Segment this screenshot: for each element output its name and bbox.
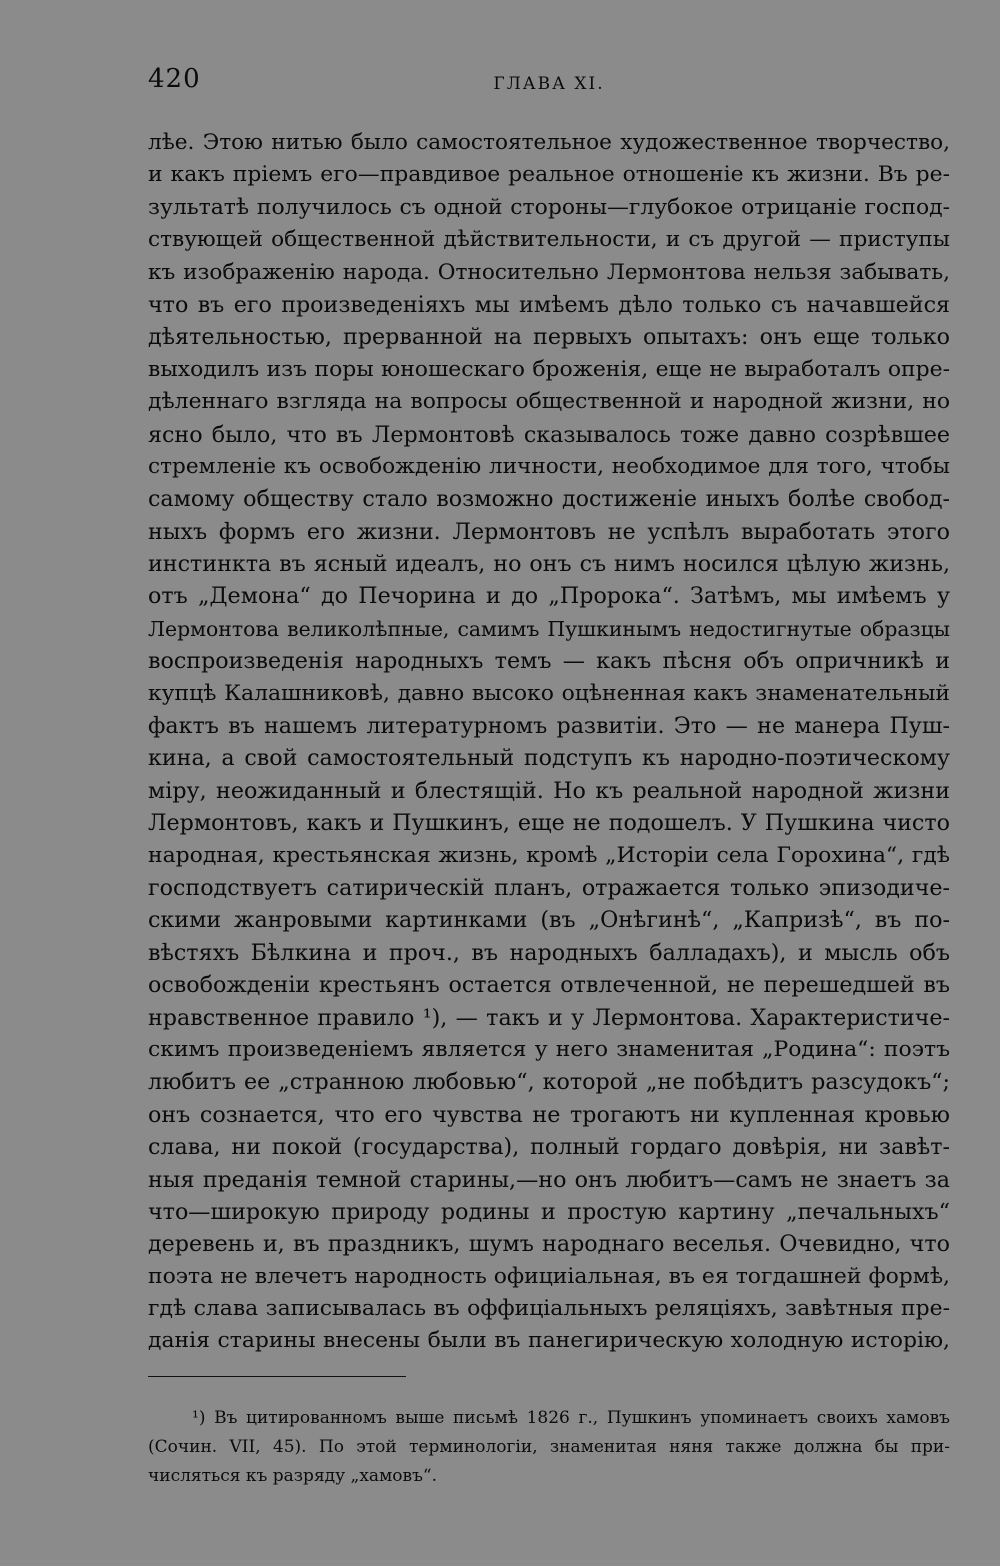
text-line: нравственное правило ¹), — такъ и у Лермонтова. Характеристиче-: [148, 1004, 950, 1031]
text-line: деревень и, въ праздникъ, шумъ народнаго веселья. Очевидно, что: [148, 1231, 950, 1258]
text-line: дѣленнаго взгляда на вопросы общественной и народной жизни, но: [148, 389, 950, 415]
page-header: [148, 64, 950, 104]
text-line: дѣятельностью, прерванной на первыхъ опытахъ: онъ еще только: [148, 324, 950, 351]
running-head: ГЛАВА XI.: [493, 74, 605, 94]
text-line: и какъ пріемъ его—правдивое реальное отношеніе къ жизни. Въ ре-: [148, 162, 950, 188]
text-line: ныя преданія темной старины,—но онъ любитъ—самъ не знаетъ за: [148, 1166, 950, 1193]
text-line: скимъ произведеніемъ является у него знаменитая „Родина“: поэтъ: [148, 1036, 950, 1062]
text-line: міру, неожиданный и блестящій. Но къ реальной народной жизни: [148, 777, 950, 804]
page-number: 420: [148, 64, 201, 94]
text-line: къ изображенію народа. Относительно Лермонтова нельзя забывать,: [148, 259, 950, 285]
footnotes: [148, 1404, 950, 1491]
text-line: инстинкта въ ясный идеалъ, но онъ съ нимъ носился цѣлую жизнь,: [148, 551, 950, 578]
text-line: зультатѣ получилось съ одной стороны—глубокое отрицаніе господ-: [148, 194, 950, 220]
text-line: Лермонтовъ, какъ и Пушкинъ, еще не подошелъ. У Пушкина чисто: [148, 810, 950, 837]
footnote-line: ¹) Въ цитированномъ выше письмѣ 1826 г., Пушкинъ упоминаетъ своихъ хамовъ: [192, 1408, 950, 1428]
text-line: кина, а свой самостоятельный подступъ къ народно-поэтическому: [148, 745, 950, 772]
footnote-line: числяться къ разряду „хамовъ“.: [148, 1466, 438, 1486]
text-line: ствующей общественной дѣйствительности, и съ другой — приступы: [148, 227, 950, 253]
text-line: что—широкую природу родины и простую картину „печальныхъ“: [148, 1198, 950, 1225]
text-line: любитъ ее „странною любовью“, которой „не побѣдитъ разсудокъ“;: [148, 1069, 950, 1096]
text-line: народная, крестьянская жизнь, кромѣ „Исторіи села Горохина“, гдѣ: [148, 842, 950, 868]
text-line: господствуетъ сатирическій планъ, отражается только эпизодиче-: [148, 874, 950, 901]
text-line: самому обществу стало возможно достиженіе иныхъ болѣе свобод-: [148, 486, 950, 513]
text-line: скими жанровыми картинками (въ „Онѣгинѣ“, „Капризѣ“, въ по-: [148, 907, 950, 934]
text-line: воспроизведенія народныхъ темъ — какъ пѣсня объ опричникѣ и: [148, 648, 950, 675]
body-text: [148, 127, 950, 1358]
text-line: поэта не влечетъ народность официіальная, въ ея тогдашней формѣ,: [148, 1263, 950, 1289]
text-line: фактъ въ нашемъ литературномъ развитіи. Это — не манера Пуш-: [148, 713, 950, 740]
text-line: стремленіе къ освобожденію личности, необходимое для того, чтобы: [148, 453, 950, 479]
text-line: онъ сознается, что его чувства не трогаютъ ни купленная кровью: [148, 1101, 950, 1128]
text-line: вѣстяхъ Бѣлкина и проч., въ народныхъ балладахъ), и мысль объ: [148, 939, 950, 966]
text-line: освобожденіи крестьянъ остается отвлеченной, не перешедшей въ: [148, 972, 950, 999]
footnote-divider: [148, 1376, 406, 1377]
text-line: ясно было, что въ Лермонтовѣ сказывалось тоже давно созрѣвшее: [148, 421, 950, 448]
footnote-line: (Сочин. VII, 45). По этой терминологіи, знаменитая няня также должна бы при-: [148, 1437, 950, 1457]
text-line: Лермонтова великолѣпные, самимъ Пушкинымъ недостигнутые образцы: [148, 616, 950, 641]
text-line: купцѣ Калашниковѣ, давно высоко оцѣненная какъ знаменательный: [148, 680, 950, 706]
text-line: выходилъ изъ поры юношескаго броженія, еще не выработалъ опре-: [148, 356, 950, 382]
text-line: что въ его произведеніяхъ мы имѣемъ дѣло только съ начавшейся: [148, 291, 950, 318]
text-line: лѣе. Этою нитью было самостоятельное художественное творчество,: [148, 130, 950, 155]
text-line: слава, ни покой (государства), полный гордаго довѣрія, ни завѣт-: [148, 1134, 950, 1161]
text-line: гдѣ слава записывалась въ оффиціальныхъ реляціяхъ, завѣтныя пре-: [148, 1296, 950, 1322]
text-line: ныхъ формъ его жизни. Лермонтовъ не успѣлъ выработать этого: [148, 518, 950, 545]
text-line: отъ „Демона“ до Печорина и до „Пророка“. Затѣмъ, мы имѣемъ у: [148, 583, 950, 610]
text-line: данія старины внесены были въ панегирическую холодную исторію,: [148, 1328, 950, 1354]
